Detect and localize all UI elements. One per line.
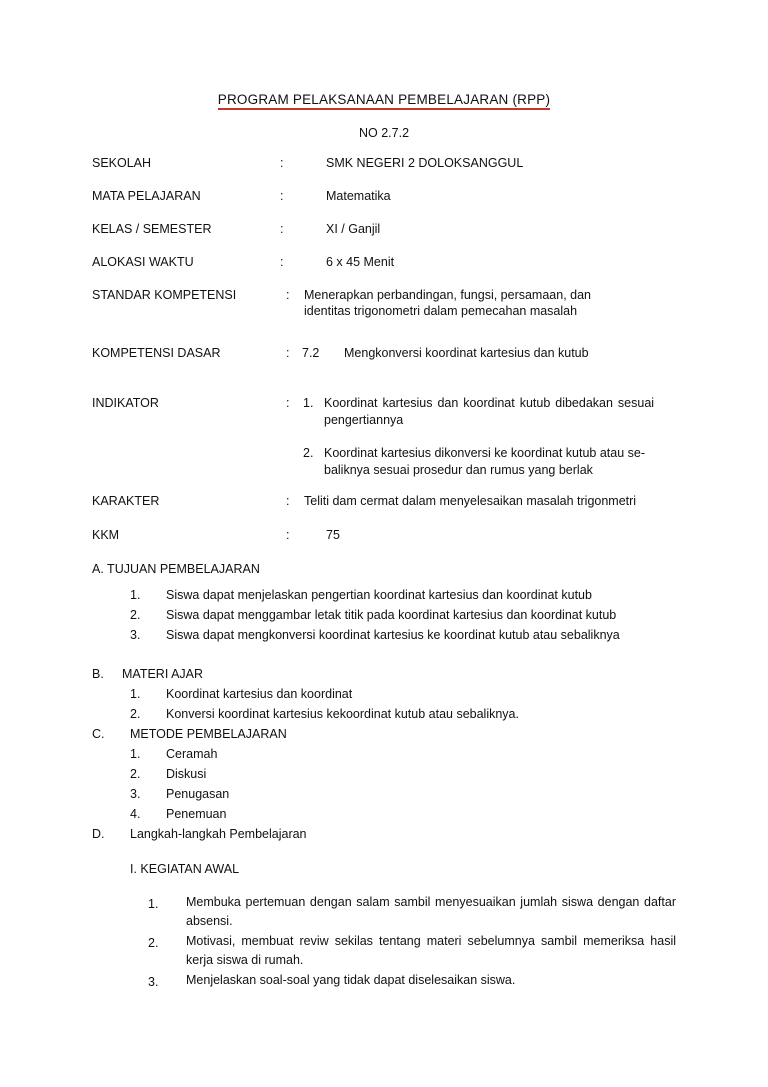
field-colon: : [280, 156, 284, 170]
indikator-item-2-line-2: baliknya sesuai prosedur dan rumus yang berlak [324, 463, 593, 477]
field-value-kelas: XI / Ganjil [326, 222, 381, 236]
materi-item-2: Konversi koordinat kartesius kekoordinat kutub atau sebaliknya. [166, 707, 519, 721]
field-colon: : [280, 222, 284, 236]
field-value-kompetensi-dasar: Mengkonversi koordinat kartesius dan kutub [344, 346, 589, 360]
document-title: PROGRAM PELAKSANAAN PEMBELAJARAN (RPP) [0, 92, 768, 107]
kegiatan-awal-item-2: Motivasi, membuat reviw sekilas tentang materi sebelumnya sambil memeriksa hasil kerja siswa di rumah. [186, 934, 676, 967]
field-value-sekolah: SMK NEGERI 2 DOLOKSANGGUL [326, 156, 524, 170]
list-number: 3. [130, 787, 141, 801]
section-d-letter: D. [92, 827, 105, 841]
field-value-mata-pelajaran: Matematika [326, 189, 391, 203]
field-label-alokasi-waktu: ALOKASI WAKTU [92, 255, 194, 269]
field-label-kkm: KKM [92, 528, 120, 542]
field-colon: : [286, 396, 290, 410]
document-number: NO 2.7.2 [359, 126, 410, 140]
tujuan-item-3: Siswa dapat mengkonversi koordinat kartesius ke koordinat kutub atau sebaliknya [166, 628, 620, 642]
kegiatan-awal-item-3: Menjelaskan soal-soal yang tidak dapat diselesaikan siswa. [186, 973, 516, 987]
field-colon: : [286, 288, 290, 302]
list-number: 1. [130, 588, 141, 602]
section-c-letter: C. [92, 727, 105, 741]
list-number: 2. [148, 936, 159, 950]
indikator-item-number: 2. [303, 446, 314, 460]
tujuan-item-2: Siswa dapat menggambar letak titik pada koordinat kartesius dan koordinat kutub [166, 608, 617, 622]
section-a-heading: A. TUJUAN PEMBELAJARAN [92, 562, 260, 576]
field-label-sekolah: SEKOLAH [92, 156, 152, 170]
tujuan-item-1: Siswa dapat menjelaskan pengertian koordinat kartesius dan koordinat kutub [166, 588, 592, 602]
metode-item-4: Penemuan [166, 807, 227, 821]
field-label-mata-pelajaran: MATA PELAJARAN [92, 189, 201, 203]
metode-item-2: Diskusi [166, 767, 207, 781]
list-number: 1. [148, 897, 159, 911]
list-number: 3. [148, 975, 159, 989]
field-colon: : [286, 494, 290, 508]
field-colon: : [280, 189, 284, 203]
metode-item-1: Ceramah [166, 747, 218, 761]
field-colon: : [286, 346, 290, 360]
metode-item-3: Penugasan [166, 787, 230, 801]
field-code-kompetensi-dasar: 7.2 [302, 346, 320, 360]
field-label-kompetensi-dasar: KOMPETENSI DASAR [92, 346, 221, 360]
materi-item-1: Koordinat kartesius dan koordinat [166, 687, 353, 701]
field-label-indikator: INDIKATOR [92, 396, 159, 410]
field-colon: : [286, 528, 290, 542]
field-value-standar-kompetensi-line-2: identitas trigonometri dalam pemecahan masalah [304, 304, 578, 318]
field-value-karakter: Teliti dam cermat dalam menyelesaikan masalah trigonmetri [304, 494, 637, 508]
kegiatan-awal-heading: I. KEGIATAN AWAL [130, 862, 240, 876]
list-number: 1. [130, 687, 141, 701]
section-b-heading: MATERI AJAR [122, 667, 204, 681]
field-value-standar-kompetensi-line-1: Menerapkan perbandingan, fungsi, persamaan, dan [304, 288, 592, 302]
list-number: 2. [130, 608, 141, 622]
field-value-kkm: 75 [326, 528, 340, 542]
field-label-kelas: KELAS / SEMESTER [92, 222, 212, 236]
indikator-item-1-line-2: pengertiannya [324, 413, 404, 427]
section-b-letter: B. [92, 667, 104, 681]
list-number: 4. [130, 807, 141, 821]
field-label-standar-kompetensi: STANDAR KOMPETENSI [92, 288, 237, 302]
section-c-heading: METODE PEMBELAJARAN [130, 727, 287, 741]
indikator-item-1-line-1: Koordinat kartesius dan koordinat kutub dibedakan sesuai [324, 396, 655, 410]
list-number: 3. [130, 628, 141, 642]
kegiatan-awal-item-1: Membuka pertemuan dengan salam sambil menyesuaikan jumlah siswa dengan daftar absensi. [186, 895, 676, 928]
field-label-karakter: KARAKTER [92, 494, 160, 508]
list-number: 2. [130, 767, 141, 781]
section-d-heading: Langkah-langkah Pembelajaran [130, 827, 307, 841]
field-colon: : [280, 255, 284, 269]
field-value-alokasi-waktu: 6 x 45 Menit [326, 255, 395, 269]
list-number: 1. [130, 747, 141, 761]
indikator-item-number: 1. [303, 396, 314, 410]
indikator-item-2-line-1: Koordinat kartesius dikonversi ke koordinat kutub atau se- [324, 446, 646, 460]
list-number: 2. [130, 707, 141, 721]
